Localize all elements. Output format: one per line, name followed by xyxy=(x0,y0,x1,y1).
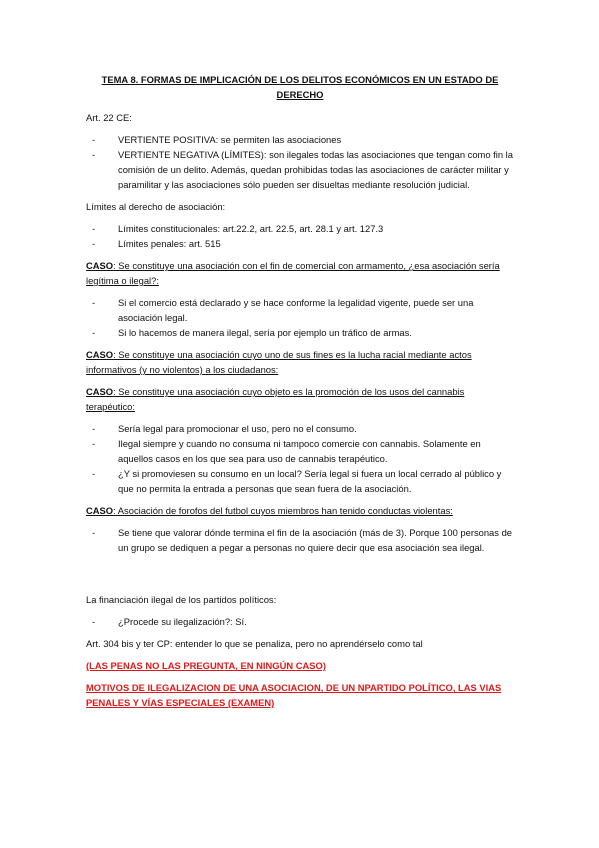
list-item: - ¿Y si promoviesen su consumo en un local? Sería legal si fuera un local cerrado al público y que no permita la entrada a personas que sean fuera de la asociación. xyxy=(86,466,514,496)
list-item: - Sería legal para promocionar el uso, pero no el consumo. xyxy=(86,421,514,436)
caso3-list xyxy=(86,421,514,496)
list-item: - Si el comercio está declarado y se hace conforme la legalidad vigente, puede ser una asociación legal. xyxy=(86,295,514,325)
caso4-list xyxy=(86,525,514,555)
list-item: - VERTIENTE NEGATIVA (LÍMITES): son ilegales todas las asociaciones que tengan como fin la comisión de un delito. Además, quedan prohibidas todas las asociaciones de carácter militar y paramilitar y las asociaciones sólo pueden ser disueltas mediante resolución judicial. xyxy=(86,147,514,192)
financiacion-heading: La financiación ilegal de los partidos políticos: xyxy=(86,594,277,605)
list-item: - Límites constitucionales: art.22.2, art. 22.5, art. 28.1 y art. 127.3 xyxy=(86,221,514,236)
list-item: - Límites penales: art. 515 xyxy=(86,236,514,251)
document-title: TEMA 8. FORMAS DE IMPLICACIÓN DE LOS DELITOS ECONÓMICOS EN UN ESTADO DE DERECHO xyxy=(101,74,499,100)
limites-heading: Límites al derecho de asociación: xyxy=(86,201,226,212)
limites-list xyxy=(86,221,514,251)
document-page xyxy=(86,72,514,717)
caso4-heading xyxy=(86,503,514,518)
list-item: - Si lo hacemos de manera ilegal, sería por ejemplo un tráfico de armas. xyxy=(86,325,514,340)
list-item: - Se tiene que valorar dónde termina el fin de la asociación (más de 3). Porque 100 personas de un grupo se dediquen a pegar a personas no quiere decir que esa asociación sea ilegal. xyxy=(86,525,514,555)
spacer xyxy=(86,562,514,592)
list-item: - ¿Procede su ilegalización?: Sí. xyxy=(86,614,514,629)
caso-label: CASO xyxy=(86,349,114,360)
art304-line: Art. 304 bis y ter CP: entender lo que se penaliza, pero no aprendérselo como tal xyxy=(86,638,423,649)
caso2-heading xyxy=(86,347,514,377)
caso-text: : Se constituye una asociación cuyo objeto es la promoción de los usos del cannabis terapéutico: xyxy=(86,386,465,412)
financiacion-list xyxy=(86,614,514,629)
caso-label: CASO xyxy=(86,386,114,397)
caso3-heading xyxy=(86,384,514,414)
list-item: - VERTIENTE POSITIVA: se permiten las asociaciones xyxy=(86,132,514,147)
caso-label: CASO xyxy=(86,260,114,271)
art22-list xyxy=(86,132,514,192)
art22-heading: Art. 22 CE: xyxy=(86,112,132,123)
caso-text: : Se constituye una asociación con el fin de comercial con armamento, ¿esa asociación sería legítima o ilegal?: xyxy=(86,260,500,286)
red-note-motivos: MOTIVOS DE ILEGALIZACION DE UNA ASOCIACION, DE UN NPARTIDO POLÍTICO, LAS VIAS PENALES Y VÍAS ESPECIALES (EXAMEN) xyxy=(86,682,502,708)
list-item: - Ilegal siempre y cuando no consuma ni tampoco comercie con cannabis. Solamente en aquellos casos en los que sea para uso de cannabis terapéutico. xyxy=(86,436,514,466)
caso1-heading xyxy=(86,258,514,288)
caso-label: CASO xyxy=(86,505,114,516)
caso-text: : Se constituye una asociación cuyo uno de sus fines es la lucha racial mediante actos informativos (y no violentos) a los ciudadanos: xyxy=(86,349,472,375)
caso1-list xyxy=(86,295,514,340)
caso-text: : Asociación de forofos del futbol cuyos miembros han tenido conductas violentas: xyxy=(113,505,453,516)
red-note-penas: (LAS PENAS NO LAS PREGUNTA, EN NINGÚN CASO) xyxy=(86,660,326,671)
